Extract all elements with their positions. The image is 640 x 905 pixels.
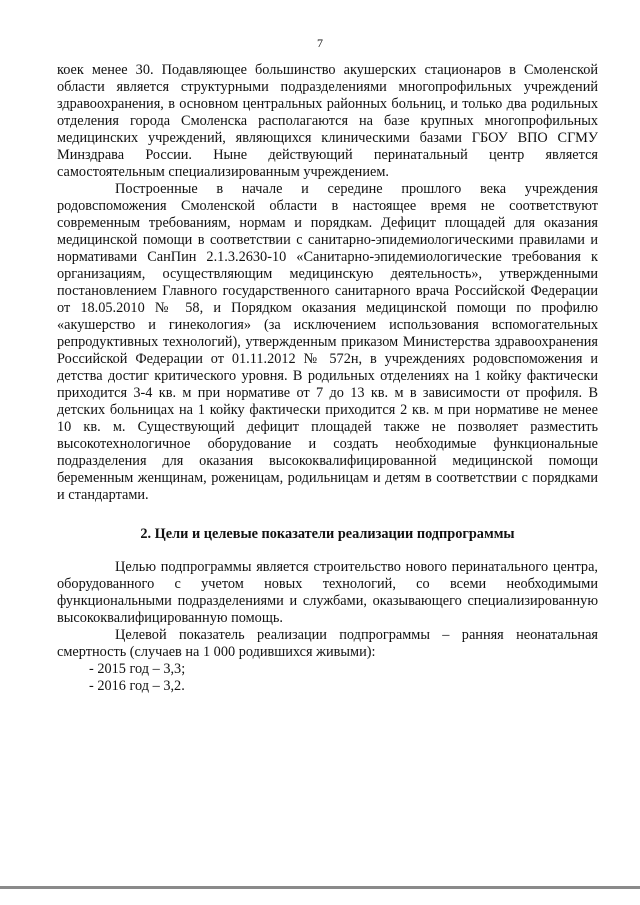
- page-number: 7: [317, 36, 323, 50]
- section-heading: 2. Цели и целевые показатели реализации подпрограммы: [140, 526, 515, 542]
- page-bottom-rule: [0, 886, 640, 889]
- target-values-list: [57, 661, 598, 695]
- paragraph: Целью подпрограммы является строительство нового перинатального центра, оборудованного с учетом новых технологий, со всеми необходимыми функциональными подразделениями и службами, оказывающего специализированную высококвалифицированную помощь.: [57, 559, 598, 626]
- paragraph: Целевой показатель реализации подпрограммы – ранняя неонатальная смертность (случаев на 1 000 родившихся живыми):: [57, 627, 598, 660]
- document-body: [57, 62, 598, 695]
- list-item: - 2016 год – 3,2.: [89, 678, 185, 694]
- list-item: - 2015 год – 3,3;: [89, 661, 186, 677]
- paragraph: Построенные в начале и середине прошлого века учреждения родовспоможения Смоленской области в настоящее время не соответствуют современным требованиям, нормам и порядкам. Дефицит площадей для оказания медицинской помощи в соответствии с санитарно-эпидемиологическими правилами и нормативами СанПин 2.1.3.2630-10 «Санитарно-эпидемиологические требования к организациям, осуществляющим медицинскую деятельность», утвержденными постановлением Главного государственного санитарного врача Российской Федерации от 18.05.2010 № 58, и Порядком оказания медицинской помощи по профилю «акушерство и гинекология» (за исключением использования вспомогательных репродуктивных технологий), утвержденным приказом Министерства здравоохранения Российской Федерации от 01.11.2012 № 572н, в учреждениях родовспоможения и детства достиг критического уровня. В родильных отделениях на 1 койку фактически приходится 3-4 кв. м при нормативе от 7 до 13 кв. м в зависимости от профиля. В детских больницах на 1 койку фактически приходится 2 кв. м при нормативе не менее 10 кв. м. Существующий дефицит площадей также не позволяет разместить высокотехнологичное оборудование и создать необходимые функциональные подразделения для оказания высококвалифицированной медицинской помощи беременным женщинам, роженицам, родильницам и детям в соответствии с порядками и стандартами.: [57, 181, 598, 503]
- paragraph: коек менее 30. Подавляющее большинство акушерских стационаров в Смоленской области является структурными подразделениями многопрофильных учреждений здравоохранения, в основном центральных районных больниц, и только два родильных отделения города Смоленска располагаются на базе крупных многопрофильных медицинских учреждений, являющихся клиническими базами ГБОУ ВПО СГМУ Минздрава России. Ныне действующий перинатальный центр является самостоятельным специализированным учреждением.: [57, 62, 598, 180]
